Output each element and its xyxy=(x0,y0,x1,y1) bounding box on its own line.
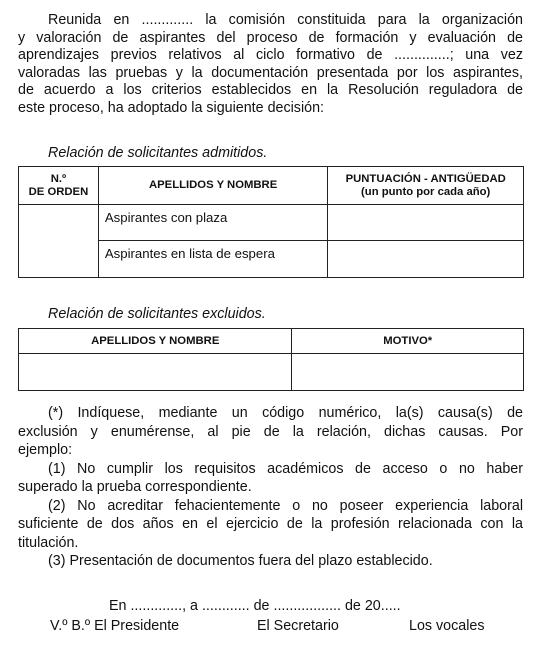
note-line: ejemplo: xyxy=(18,442,73,458)
note-line: (1) No cumplir los requisitos académicos de acceso o no haber xyxy=(48,460,523,477)
row-label-lista-espera: Aspirantes en lista de espera xyxy=(98,241,328,278)
secretario-label: El Secretario xyxy=(257,618,339,634)
date-line: En ............., a ............ de ................. de 20..... xyxy=(109,598,401,614)
col-nombre-header: APELLIDOS Y NOMBRE xyxy=(98,167,328,205)
table-row xyxy=(19,205,524,241)
orden-cell xyxy=(19,205,99,278)
presidente-label: V.º B.º El Presidente xyxy=(50,618,180,634)
puntuacion-cell xyxy=(328,241,524,278)
col-orden-header xyxy=(19,167,99,205)
admitidos-table xyxy=(18,166,524,278)
table-row xyxy=(19,354,524,391)
note-line: (3) Presentación de documentos fuera del plazo establecido. xyxy=(48,553,433,569)
excluidos-caption: Relación de solicitantes excluidos. xyxy=(48,306,266,322)
note-line: (*) Indíquese, mediante un código numérico, la(s) causa(s) de xyxy=(48,405,523,421)
col-motivo-header: MOTIVO* xyxy=(292,329,524,354)
note-line: (2) No acreditar fehacientemente o no poseer experiencia laboral xyxy=(48,497,523,514)
intro-line: valoradas las pruebas y la documentación presentada por los aspirantes, xyxy=(18,64,523,81)
intro-line: este proceso, ha adoptado la siguiente decisión: xyxy=(18,99,325,116)
intro-line: aprendizajes previos relativos al ciclo formativo de ..............; una vez xyxy=(18,47,523,64)
intro-paragraph xyxy=(18,12,523,118)
note-line: suficiente de dos años en el ejercicio de la profesión relacionada con la xyxy=(18,516,523,532)
intro-line: y valoración de aspirantes del proceso de formación y evaluación de xyxy=(18,29,523,46)
col-puntuacion-header xyxy=(328,167,524,205)
intro-line: Reunida en ............. la comisión constituida para la organización xyxy=(48,12,523,28)
note-line: superado la prueba correspondiente. xyxy=(18,479,252,495)
motivo-cell xyxy=(292,354,524,391)
note-line: exclusión y enumérense, al pie de la relación, dichas causas. Por xyxy=(18,423,523,440)
vocales-label: Los vocales xyxy=(409,618,485,634)
col-orden-label-2: DE ORDEN xyxy=(28,185,89,198)
intro-line: de acuerdo a los criterios establecidos en la Resolución reguladora de xyxy=(18,82,523,99)
nombre-cell xyxy=(19,354,292,391)
col-orden-label-1: N.º xyxy=(50,172,67,185)
exclusion-note xyxy=(18,404,523,571)
col-puntuacion-label-1: PUNTUACIÓN - ANTIGÜEDAD xyxy=(345,172,506,185)
admitidos-header-row xyxy=(19,167,524,205)
col-puntuacion-label-2: (un punto por cada año) xyxy=(361,185,491,198)
excluidos-header-row xyxy=(19,329,524,354)
admitidos-caption: Relación de solicitantes admitidos. xyxy=(48,145,268,161)
row-label-con-plaza: Aspirantes con plaza xyxy=(98,205,328,241)
note-line: titulación. xyxy=(18,534,79,551)
excluidos-table xyxy=(18,328,524,391)
puntuacion-cell xyxy=(328,205,524,241)
col-nombre-header: APELLIDOS Y NOMBRE xyxy=(19,329,292,354)
